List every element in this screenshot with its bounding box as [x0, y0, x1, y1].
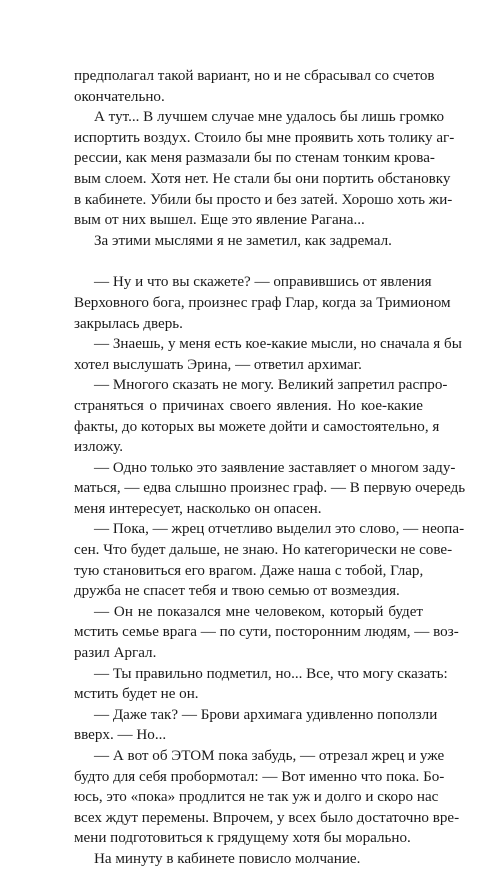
- text-line: вым от них вышел. Еще это явление Рагана...: [74, 212, 365, 229]
- text-line: закрылась дверь.: [74, 315, 183, 332]
- text-line: — Он не показался мне человеком, который будет: [94, 603, 423, 620]
- scene-break: [74, 251, 423, 272]
- text-line: испортить воздух. Стоило бы мне проявить хоть толику аг-: [74, 129, 455, 146]
- text-line: мстить семье врага — по сути, посторонним людям, — воз-: [74, 624, 459, 641]
- text-line: — Ты правильно подметил, но... Все, что могу сказать:: [94, 665, 448, 682]
- text-line: предполагал такой вариант, но и не сбрасывал со счетов: [74, 68, 435, 84]
- text-line: сен. Что будет дальше, не знаю. Но категорически не сове-: [74, 542, 453, 559]
- text-line: окончательно.: [74, 88, 165, 105]
- paragraph: [74, 746, 460, 849]
- text-line: хотел выслушать Эрина, — ответил архимаг.: [74, 356, 362, 373]
- text-line: юсь, это «пока» продлится не так уж и долго и скоро нас: [74, 789, 439, 806]
- paragraph: [74, 849, 423, 870]
- text-line: вверх. — Но...: [74, 727, 167, 744]
- paragraph: [74, 602, 459, 664]
- paragraph: [74, 272, 451, 334]
- text-line: дружба не спасет тебя и твою семью от возмездия.: [74, 583, 400, 600]
- text-line: — Знаешь, у меня есть кое-какие мысли, но сначала я бы: [94, 336, 462, 353]
- text-line: всех ждут перемены. Впрочем, у всех было достаточно вре-: [74, 809, 460, 826]
- text-line: рессии, как меня размазали бы по стенам тонким крова-: [74, 150, 435, 167]
- text-line: — Одно только это заявление заставляет о многом заду-: [94, 459, 456, 476]
- text-line: вым слоем. Хотя нет. Не стали бы они портить обстановку: [74, 170, 451, 187]
- paragraph: [74, 231, 423, 252]
- text-line: маться, — едва слышно произнес граф. — В первую очередь: [74, 480, 466, 497]
- text-line: разил Аргал.: [74, 645, 157, 662]
- book-page: [74, 66, 466, 870]
- paragraph: [74, 375, 448, 457]
- paragraph: [74, 458, 466, 520]
- text-line: будто для себя пробормотал: — Вот именно что пока. Бо-: [74, 768, 445, 785]
- paragraph: [74, 705, 438, 746]
- text-line: в кабинете. Убили бы просто и без затей. Хорошо хоть жи-: [74, 191, 453, 208]
- text-line: — Пока, — жрец отчетливо выделил это слово, — неопа-: [94, 521, 465, 538]
- paragraph: [74, 664, 448, 705]
- paragraph: [74, 334, 462, 375]
- paragraph: [74, 66, 435, 107]
- text-line: — Ну и что вы скажете? — оправившись от явления: [94, 274, 432, 291]
- text-line: Верховного бога, произнес граф Глар, когда за Тримионом: [74, 294, 451, 311]
- text-line: — А вот об ЭТОМ пока забудь, — отрезал жрец и уже: [94, 748, 445, 764]
- text-line: За этими мыслями я не заметил, как задремал.: [94, 232, 392, 249]
- text-line: — Даже так? — Брови архимага удивленно поползли: [94, 706, 438, 723]
- paragraph: [74, 519, 465, 601]
- text-line: А тут... В лучшем случае мне удалось бы лишь громко: [94, 109, 445, 126]
- text-line: меня интересует, насколько он опасен.: [74, 500, 322, 517]
- text-line: — Многого сказать не могу. Великий запретил распро-: [94, 377, 448, 394]
- text-line: тую становиться его врагом. Даже наша с тобой, Глар,: [74, 562, 424, 579]
- text-line: факты, до которых вы можете дойти и самостоятельно, я: [74, 418, 440, 435]
- text-line: изложу.: [74, 439, 123, 456]
- text-line: мстить будет не он.: [74, 686, 199, 703]
- paragraph: [74, 107, 455, 231]
- text-line: мени подготовиться к грядущему хотя бы морально.: [74, 830, 411, 847]
- text-line: На минуту в кабинете повисло молчание.: [94, 850, 361, 867]
- text-line: страняться о причинах своего явления. Но кое-какие: [74, 397, 423, 414]
